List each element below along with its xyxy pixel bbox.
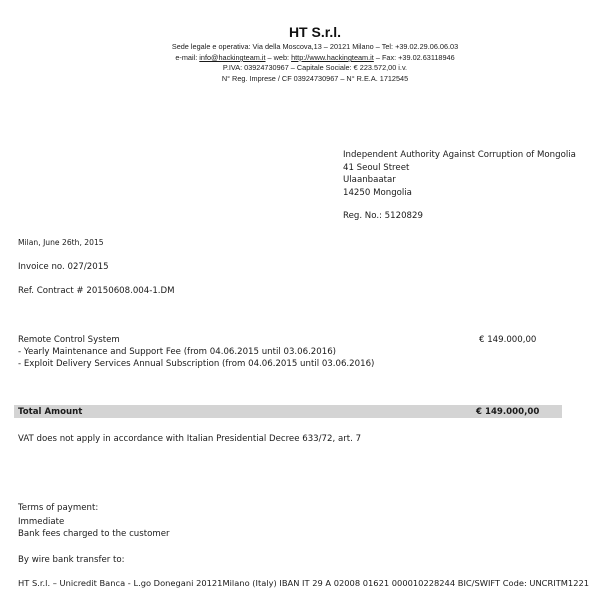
invoice-number: Invoice no. 027/2015	[18, 262, 109, 272]
company-name: HT S.r.l.	[288, 24, 342, 40]
email-link[interactable]: info@hackingteam.it	[199, 53, 266, 62]
item-line: - Yearly Maintenance and Support Fee (from 04.06.2015 until 03.06.2016)	[18, 347, 337, 357]
total-amount: € 149.000,00	[476, 407, 540, 417]
contact-line	[0, 53, 600, 62]
recipient-block	[343, 149, 576, 199]
payment-method: By wire bank transfer to:	[18, 555, 125, 565]
recipient-reg-no: Reg. No.: 5120829	[343, 211, 423, 221]
vat-line: P.IVA: 03924730967 – Capitale Sociale: € 223.572,00 i.v.	[222, 63, 408, 72]
payment-fees: Bank fees charged to the customer	[18, 529, 170, 539]
recipient-street: 41 Seoul Street	[343, 162, 410, 173]
web-label: – web:	[265, 53, 292, 62]
total-label: Total Amount	[18, 407, 83, 417]
address-line: Sede legale e operativa: Via della Moscova,13 – 20121 Milano – Tel: +39.02.29.06.06.03	[171, 42, 459, 51]
recipient-name: Independent Authority Against Corruption of Mongolia	[343, 150, 576, 160]
contract-reference: Ref. Contract # 20150608.004-1.DM	[18, 286, 175, 296]
item-line: - Exploit Delivery Services Annual Subscription (from 04.06.2015 until 03.06.2016)	[18, 359, 375, 369]
recipient-postal: 14250 Mongolia	[343, 187, 412, 198]
item-title: Remote Control System	[18, 335, 120, 345]
recipient-city: Ulaanbaatar	[343, 175, 396, 186]
fax-text: – Fax: +39.02.63118946	[373, 53, 455, 62]
web-link[interactable]: http://www.hackingteam.it	[291, 53, 374, 62]
payment-term: Immediate	[18, 517, 65, 527]
bank-details: HT S.r.l. – Unicredit Banca - L.go Donegani 20121Milano (Italy) IBAN IT 29 A 02008 01621 000010228244 BIC/SWIFT Code: UNCRITM1221	[18, 578, 590, 588]
item-amount: € 149.000,00	[479, 335, 537, 345]
registry-line: N° Reg. Imprese / CF 03924730967 – N° R.E.A. 1712545	[221, 74, 409, 83]
payment-heading: Terms of payment:	[18, 503, 99, 513]
vat-note: VAT does not apply in accordance with Italian Presidential Decree 633/72, art. 7	[18, 434, 362, 444]
invoice-date: Milan, June 26th, 2015	[18, 238, 104, 247]
email-label: e-mail:	[175, 53, 200, 62]
